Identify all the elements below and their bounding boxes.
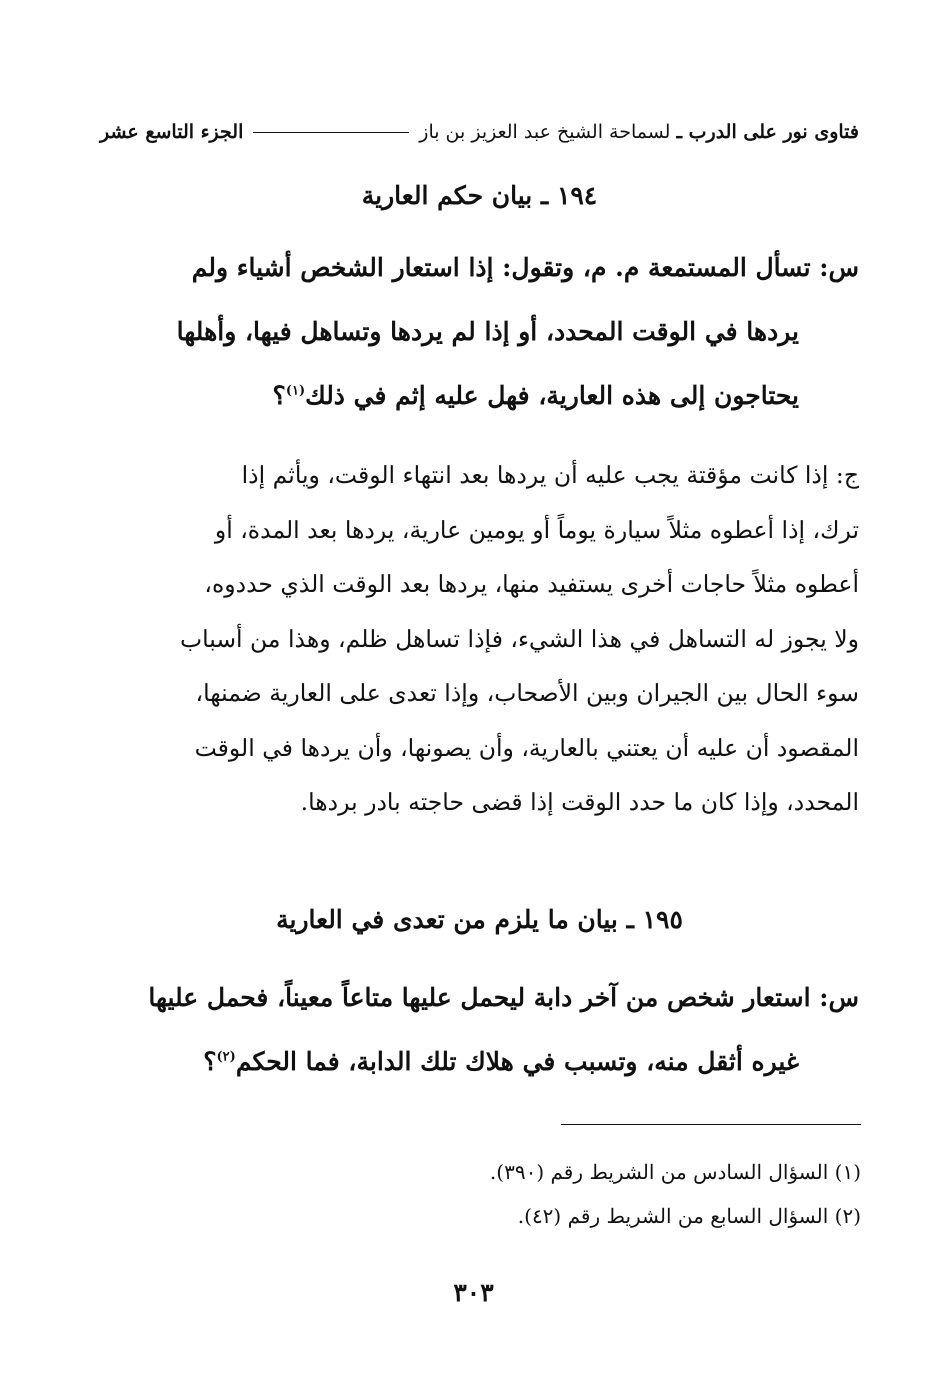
book-title: فتاوى نور على الدرب ـ (676, 121, 859, 143)
footnotes (100, 1150, 861, 1238)
footnote: (٢) السؤال السابع من الشريط رقم (٤٢). (517, 1204, 861, 1228)
text-line: المحدد، وإذا كان ما حدد الوقت إذا قضى حاجته بادر بردها. (300, 788, 859, 816)
footnote: (١) السؤال السادس من الشريط رقم (٣٩٠). (489, 1160, 861, 1184)
text-line: س: استعار شخص من آخر دابة ليحمل عليها متاعاً معيناً، فحمل عليها (148, 983, 859, 1012)
question-mark: ؟ (203, 1047, 217, 1076)
text-line (100, 1030, 859, 1094)
text-line: المقصود أن عليه أن يعتني بالعارية، وأن يصونها، وأن يردها في الوقت (194, 733, 859, 762)
question-mark: ؟ (272, 381, 286, 410)
part-label: الجزء التاسع عشر (100, 121, 244, 143)
answer-paragraph (100, 448, 859, 830)
question-paragraph (100, 236, 859, 428)
text-line: ترك، إذا أعطوه مثلاً سيارة يوماً أو يومين عارية، يردها بعد المدة، أو (214, 515, 859, 544)
text-line: يردها في الوقت المحدد، أو إذا لم يردها وتساهل فيها، وأهلها (176, 317, 799, 346)
text-line: أعطوه مثلاً حاجات أخرى يستفيد منها، يردها بعد الوقت الذي حددوه، (204, 570, 859, 598)
section-heading: ١٩٥ ـ بيان ما يلزم من تعدى في العارية (276, 905, 683, 934)
text-line: سوء الحال بين الجيران وبين الأصحاب، وإذا تعدى على العارية ضمنها، (195, 679, 859, 707)
footnote-marker: (١) (285, 383, 306, 399)
text-line: ولا يجوز له التساهل في هذا الشيء، فإذا تساهل ظلم، وهذا من أسباب (179, 624, 859, 653)
section-heading: ١٩٤ ـ بيان حكم العارية (361, 181, 598, 210)
text-fragment: يحتاجون إلى هذه العارية، فهل عليه إثم في ذلك (305, 381, 799, 410)
page-number: ٣٠٣ (453, 1278, 494, 1307)
running-header (100, 112, 859, 152)
footnote-separator (561, 1124, 861, 1125)
author-name: لسماحة الشيخ عبد العزيز بن باز (419, 121, 671, 143)
footnote-marker: (٢) (216, 1049, 236, 1065)
header-rule (253, 132, 409, 133)
question-paragraph (100, 966, 859, 1094)
text-line: س: تسأل المستمعة م. م، وتقول: إذا استعار الشخص أشياء ولم (191, 253, 859, 282)
text-line: ج: إذا كانت مؤقتة يجب عليه أن يردها بعد انتهاء الوقت، ويأثم إذا (241, 461, 859, 489)
text-line (100, 364, 859, 428)
text-fragment: غيره أثقل منه، وتسبب في هلاك تلك الدابة، فما الحكم (235, 1047, 799, 1076)
